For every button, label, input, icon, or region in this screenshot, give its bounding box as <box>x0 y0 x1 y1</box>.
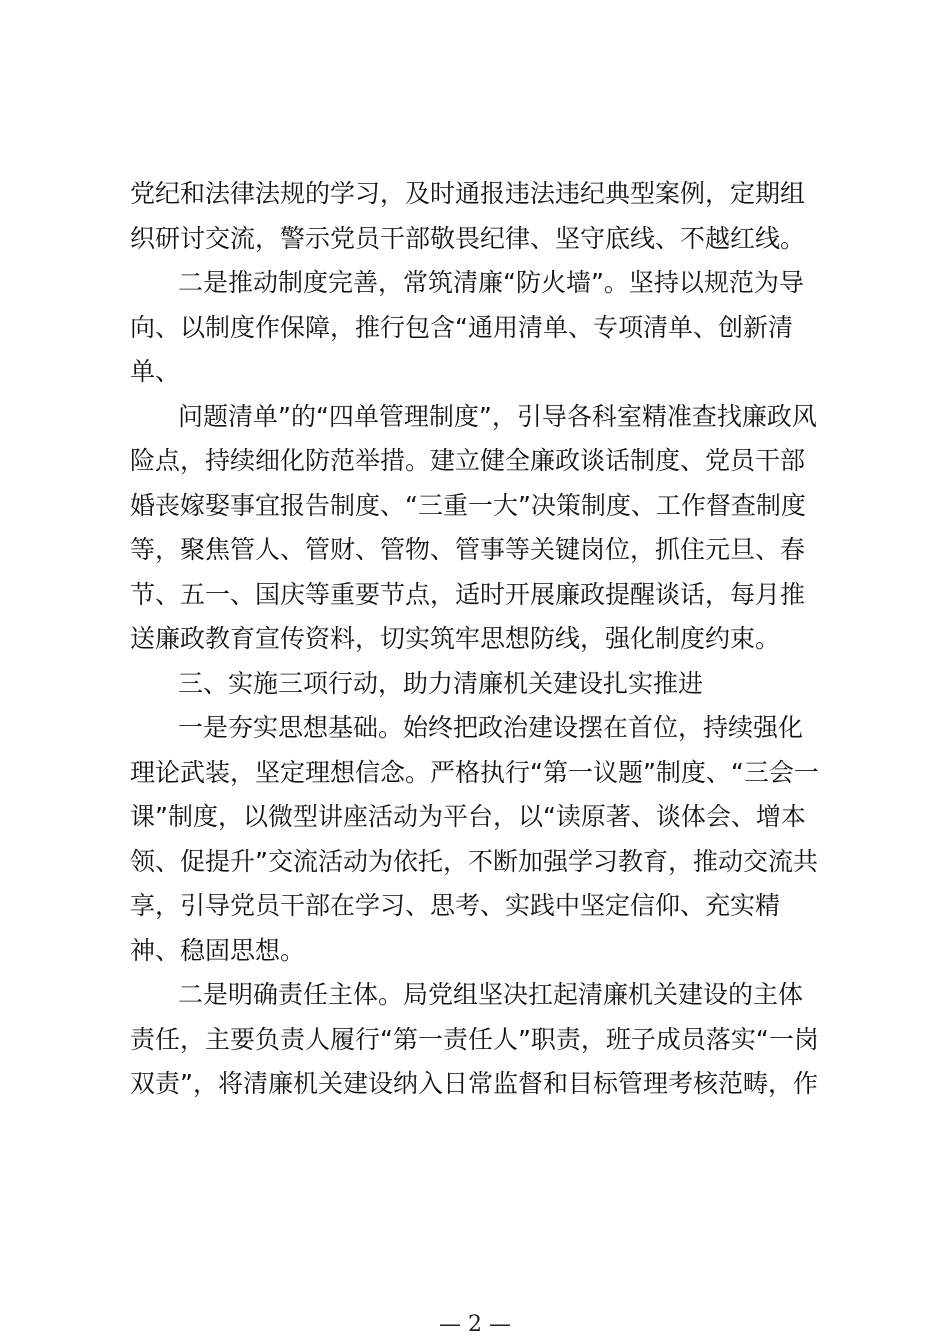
text-line: 单、 <box>130 357 181 386</box>
paragraph-start-line: 二是明确责任主体。局党组坚决扛起清廉机关建设的主体 <box>178 980 804 1009</box>
body-text <box>130 172 830 1107</box>
paragraph-start-line: 一是夯实思想基础。始终把政治建设摆在首位，持续强化 <box>178 713 804 742</box>
page-number: — 2 — <box>439 1312 511 1337</box>
text-line: 等，聚焦管人、管财、管物、管事等关键岗位，抓住元旦、春 <box>130 535 806 564</box>
text-line: 织研讨交流，警示党员干部敬畏纪律、坚守底线、不越红线。 <box>130 223 806 253</box>
text-line: 神、稳固思想。 <box>130 935 306 965</box>
text-line: 党纪和法律法规的学习，及时通报违法违纪典型案例，定期组 <box>130 179 806 208</box>
text-line: 理论武装，坚定理想信念。严格执行“第一议题”制度、“三会一 <box>130 757 819 787</box>
text-line: 送廉政教育宣传资料，切实筑牢思想防线，强化制度约束。 <box>130 624 781 653</box>
text-line: 领、促提升”交流活动为依托，不断加强学习教育，推动交流共 <box>130 846 818 876</box>
section-heading: 三、实施三项行动，助力清廉机关建设扎实推进 <box>178 668 704 698</box>
text-line: 婚丧嫁娶事宜报告制度、“三重一大”决策制度、工作督查制度 <box>130 490 806 520</box>
text-line: 双责”，将清廉机关建设纳入日常监督和目标管理考核范畴，作 <box>130 1069 818 1098</box>
text-line: 节、五一、国庆等重要节点，适时开展廉政提醒谈话，每月推 <box>130 579 806 609</box>
text-line: 课”制度，以微型讲座活动为平台，以“读原著、谈体会、增本 <box>130 802 806 831</box>
text-line: 责任，主要负责人履行“第一责任人”职责，班子成员落实“一岗 <box>130 1024 819 1054</box>
text-line: 向、以制度作保障，推行包含“通用清单、专项清单、创新清 <box>130 312 793 342</box>
paragraph-start-line: 二是推动制度完善，常筑清廉“防火墙”。坚持以规范为导 <box>178 268 804 297</box>
text-line: 险点，持续细化防范举措。建立健全廉政谈话制度、党员干部 <box>130 446 806 475</box>
paragraph-start-line: 问题清单”的“四单管理制度”，引导各科室精准查找廉政风 <box>178 401 817 431</box>
text-line: 享，引导党员干部在学习、思考、实践中坚定信仰、充实精 <box>130 891 781 920</box>
